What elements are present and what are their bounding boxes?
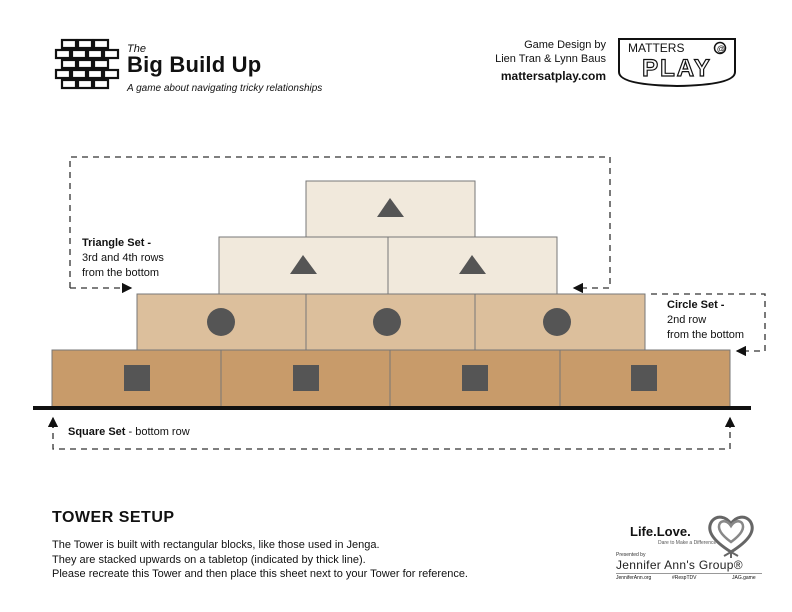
circle-set-line3: from the bottom (667, 329, 745, 341)
website-link[interactable]: mattersatplay.com (500, 69, 606, 83)
setup-heading: TOWER SETUP (52, 509, 175, 526)
square-icon (293, 365, 319, 391)
setup-instructions (52, 538, 552, 582)
title-prefix: The (127, 43, 146, 55)
life-love-title: Life.Love. (630, 524, 691, 539)
square-icon (631, 365, 657, 391)
link-jenniferann[interactable]: JenniferAnn.org (616, 575, 652, 581)
matters-logo-at: @ (717, 44, 725, 54)
circle-set-line2: 2nd row (667, 314, 707, 326)
circle-icon (543, 308, 571, 336)
link-jag-game[interactable]: JAG.game (732, 575, 756, 581)
triangle-set-line3: from the bottom (82, 267, 160, 279)
setup-line1: The Tower is built with rectangular blocks, like those used in Jenga. (52, 539, 380, 551)
square-set-label (68, 425, 268, 440)
circle-set-title: Circle Set - (667, 299, 725, 311)
life-love-tagline: Dare to Make a Difference (658, 540, 717, 546)
matters-logo-top: MATTERS (628, 41, 685, 55)
setup-line3: Please recreate this Tower and then place this sheet next to your Tower for reference. (52, 568, 468, 580)
tabletop-line (33, 406, 751, 410)
circle-set-label (667, 298, 777, 343)
life-love-logo (616, 512, 766, 587)
link-resptdv[interactable]: #RespTDV (672, 575, 697, 581)
circle-icon (207, 308, 235, 336)
square-icon (462, 365, 488, 391)
game-title: Big Build Up (127, 52, 262, 77)
square-icon (124, 365, 150, 391)
credits-line1: Game Design by (524, 39, 606, 51)
presented-by: Presented by (616, 552, 646, 558)
square-set-title: Square Set (68, 426, 126, 438)
credits-line2: Lien Tran & Lynn Baus (495, 53, 606, 65)
triangle-set-title: Triangle Set - (82, 237, 152, 249)
game-subtitle: A game about navigating tricky relationships (127, 83, 323, 94)
square-set-rest: - bottom row (125, 426, 190, 438)
matters-logo-bottom: PLAY (642, 55, 712, 82)
divider (616, 573, 762, 574)
org-name: Jennifer Ann's Group® (616, 558, 743, 572)
triangle-set-label (82, 236, 192, 281)
circle-icon (373, 308, 401, 336)
hearts-icon (702, 512, 760, 558)
setup-line2: They are stacked upwards on a tabletop (indicated by thick line). (52, 553, 366, 566)
triangle-set-line2: 3rd and 4th rows (82, 252, 164, 264)
